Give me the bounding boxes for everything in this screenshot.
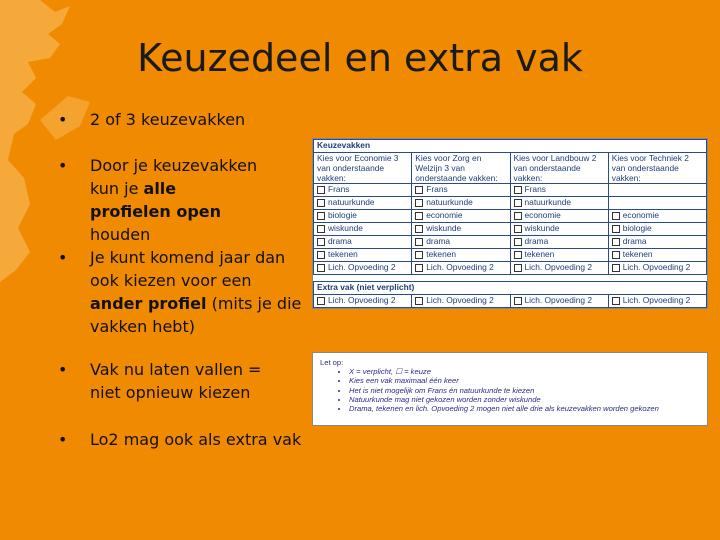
bullet-text (90, 246, 305, 338)
checkbox-icon[interactable] (317, 264, 325, 272)
checkbox-icon[interactable] (514, 238, 522, 246)
checkbox-icon[interactable] (514, 297, 522, 305)
checkbox-icon[interactable] (514, 225, 522, 233)
checkbox-icon[interactable] (612, 238, 620, 246)
checkbox-icon[interactable] (514, 186, 522, 194)
table-cell (314, 295, 412, 308)
checkbox-icon[interactable] (415, 225, 423, 233)
cell-label: drama (622, 236, 647, 246)
table-cell (412, 236, 510, 249)
checkbox-icon[interactable] (612, 212, 620, 220)
column-header: Kies voor Economie 3 van onderstaande vakken: (314, 153, 412, 184)
table-cell (412, 210, 510, 223)
table-cell (608, 236, 706, 249)
checkbox-icon[interactable] (612, 264, 620, 272)
legend-item: • Natuurkunde mag niet gekozen worden zonder wiskunde (349, 395, 659, 404)
cell-label: wiskunde (328, 223, 363, 233)
extra-header: Extra vak (niet verplicht) (314, 282, 707, 295)
bullet-text-bold: alle profielen open (90, 179, 222, 221)
bullet-dot: • (58, 110, 68, 129)
table-cell (314, 249, 412, 262)
table-cell (510, 197, 608, 210)
checkbox-icon[interactable] (317, 199, 325, 207)
table-cell (608, 223, 706, 236)
table-cell (510, 184, 608, 197)
table-cell (314, 262, 412, 275)
cell-label: drama (328, 236, 352, 246)
table-row (314, 223, 707, 236)
cell-label: economie (426, 210, 463, 220)
legend-box (312, 352, 708, 426)
cell-label: Lich. Opvoeding 2 (524, 262, 593, 272)
table-cell (608, 295, 706, 308)
bullet-dot: • (58, 430, 68, 449)
checkbox-icon[interactable] (415, 297, 423, 305)
cell-label: Lich. Opvoeding 2 (524, 295, 593, 305)
table-cell (412, 184, 510, 197)
bullet-dot: • (58, 156, 68, 175)
table-cell (314, 197, 412, 210)
bullet-text (90, 358, 270, 404)
column-header: Kies voor Techniek 2 van onderstaande vakken: (608, 153, 706, 184)
cell-label: drama (524, 236, 549, 246)
table-cell (510, 210, 608, 223)
legend-item: • Drama, tekenen en lich. Opvoeding 2 mogen niet alle drie als keuzevakken worden gekozen (349, 404, 659, 413)
table-cell (412, 295, 510, 308)
table-cell (608, 197, 706, 210)
table-cell (510, 262, 608, 275)
checkbox-icon[interactable] (514, 251, 522, 259)
table-cell (608, 262, 706, 275)
cell-label: tekenen (524, 249, 555, 259)
cell-label: Lich. Opvoeding 2 (328, 295, 396, 305)
table-cell (608, 249, 706, 262)
table-cell (412, 197, 510, 210)
cell-label: Frans (524, 184, 546, 194)
checkbox-icon[interactable] (317, 297, 325, 305)
table-cell (412, 249, 510, 262)
column-header: Kies voor Landbouw 2 van onderstaande vakken: (510, 153, 608, 184)
cell-label: Lich. Opvoeding 2 (622, 262, 691, 272)
table-row (314, 210, 707, 223)
bullet-text (90, 108, 320, 131)
table-cell (412, 223, 510, 236)
bullet-text-part: (mits je die vakken hebt) (90, 294, 302, 336)
checkbox-icon[interactable] (415, 251, 423, 259)
checkbox-icon[interactable] (317, 251, 325, 259)
keuzevakken-table (312, 138, 708, 309)
table-cell (314, 210, 412, 223)
cell-label: natuurkunde (328, 197, 375, 207)
table-cell (314, 184, 412, 197)
cell-label: biologie (622, 223, 652, 233)
legend-list (335, 367, 659, 413)
table-row (314, 184, 707, 197)
table-spacer (314, 275, 707, 282)
table-cell (314, 223, 412, 236)
checkbox-icon[interactable] (514, 212, 522, 220)
table-header: Keuzevakken (314, 140, 707, 153)
checkbox-icon[interactable] (317, 212, 325, 220)
checkbox-icon[interactable] (612, 225, 620, 233)
legend-item: • Het is niet mogelijk om Frans én natuurkunde te kiezen (349, 386, 659, 395)
bullet-text-bold: ander profiel (90, 294, 207, 313)
table-cell (608, 184, 706, 197)
bullet-dot: • (58, 360, 68, 379)
bullet-text-part: 2 of 3 keuzevakken (90, 110, 246, 129)
bullet-text-part: Lo2 mag ook als extra vak (90, 430, 302, 449)
checkbox-icon[interactable] (415, 264, 423, 272)
table-row (314, 262, 707, 275)
checkbox-icon[interactable] (612, 251, 620, 259)
bullet-text-part: Je kunt komend jaar dan ook kiezen voor een (90, 248, 286, 290)
table-row (314, 249, 707, 262)
checkbox-icon[interactable] (415, 212, 423, 220)
column-header: Kies voor Zorg en Welzijn 3 van onderstaande vakken: (412, 153, 510, 184)
cell-label: tekenen (426, 249, 457, 259)
checkbox-icon[interactable] (317, 238, 325, 246)
checkbox-icon[interactable] (317, 186, 325, 194)
cell-label: Frans (426, 184, 448, 194)
cell-label: natuurkunde (426, 197, 473, 207)
table-cell (510, 223, 608, 236)
cell-label: tekenen (622, 249, 653, 259)
bullet-text-part: Vak nu laten vallen = niet opnieuw kiezen (90, 360, 262, 402)
cell-label: natuurkunde (524, 197, 572, 207)
table-row (314, 197, 707, 210)
bullet-text (90, 154, 260, 246)
cell-label: economie (524, 210, 561, 220)
table-body (314, 184, 707, 275)
bullet-text-part: Door je keuzevakken kun je (90, 156, 258, 198)
cell-label: wiskunde (524, 223, 560, 233)
table-cell (510, 236, 608, 249)
checkbox-icon[interactable] (415, 238, 423, 246)
cell-label: Lich. Opvoeding 2 (328, 262, 396, 272)
checkbox-icon[interactable] (514, 199, 522, 207)
table-cell (412, 262, 510, 275)
cell-label: Frans (328, 184, 350, 194)
cell-label: wiskunde (426, 223, 462, 233)
checkbox-icon[interactable] (612, 297, 620, 305)
table-cell (510, 295, 608, 308)
table-cell (608, 210, 706, 223)
bullet-dot: • (58, 248, 68, 267)
table-column-headers (314, 153, 707, 184)
bullet-text (90, 428, 320, 451)
cell-label: Lich. Opvoeding 2 (426, 295, 494, 305)
page-title: Keuzedeel en extra vak (137, 36, 583, 80)
cell-label: biologie (328, 210, 357, 220)
table-cell (314, 236, 412, 249)
legend-title: Let op: (320, 358, 344, 367)
checkbox-icon[interactable] (514, 264, 522, 272)
cell-label: economie (622, 210, 660, 220)
cell-label: drama (426, 236, 450, 246)
bullet-text-part: houden (90, 225, 151, 244)
checkbox-icon[interactable] (415, 199, 423, 207)
legend-item: • X = verplicht, ☐ = keuze (349, 367, 659, 376)
extra-row (314, 295, 707, 308)
checkbox-icon[interactable] (415, 186, 423, 194)
cell-label: tekenen (328, 249, 358, 259)
legend-item: • Kies een vak maximaal één keer (349, 376, 659, 385)
table-row (314, 236, 707, 249)
table-cell (510, 249, 608, 262)
checkbox-icon[interactable] (317, 225, 325, 233)
cell-label: Lich. Opvoeding 2 (622, 295, 691, 305)
cell-label: Lich. Opvoeding 2 (426, 262, 494, 272)
